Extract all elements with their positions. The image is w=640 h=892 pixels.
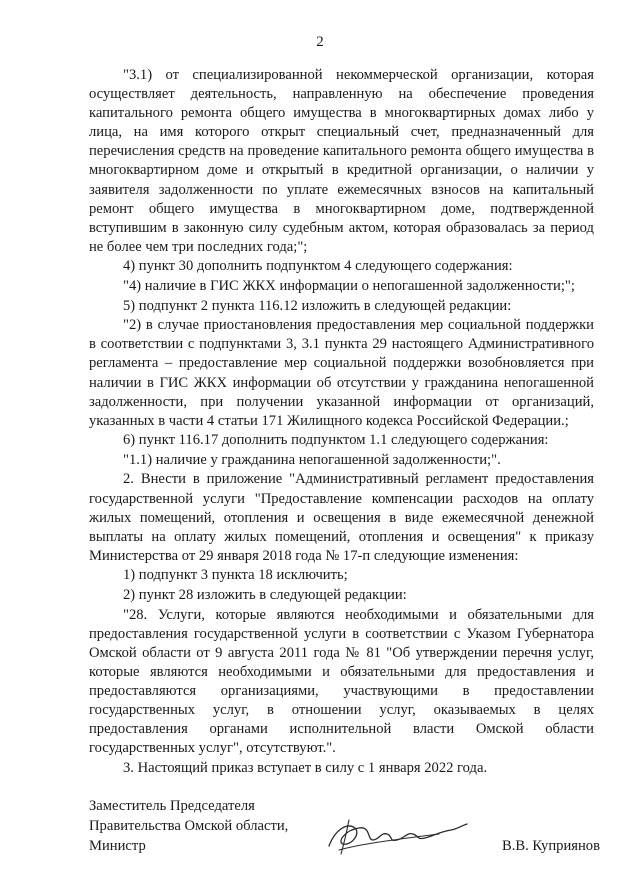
paragraph-item-1: 1) подпункт 3 пункта 18 исключить; [123,567,348,584]
document-body [89,66,594,778]
paragraph-section-2: 2. Внести в приложение "Административный регламент предоставления государственной услуги "Предоставление компенсации расходов на оплату жилых помещений, отопления и освещения в виде ежемесячной денежной выплаты на оплату жилых помещений, отопления и освещения" к приказу Министерства от 29 января 2018 года № 17-п следующие изменения: [89,471,594,564]
paragraph-quote-28: "28. Услуги, которые являются необходимыми и обязательными для предоставления государственной услуги в соответствии с Указом Губернатора Омской области от 9 августа 2011 года № 81 "Об утверждении перечня услуг, которые являются необходимыми и обязательными для предоставления и предоставляются организациями, участвующими в предоставлении государственных услуг, в отношении услуг, оказываемых в целях предоставления органами исполнительной власти Омской области государственных услуг", отсутствуют.". [89,606,594,757]
handwritten-signature [321,810,471,860]
page-number: 2 [316,34,324,50]
signatory-title-line-2: Правительства Омской области, [89,818,289,834]
paragraph-quote-1-1: "1.1) наличие у гражданина непогашенной задолженности;". [123,451,501,468]
paragraph-item-6: 6) пункт 116.17 дополнить подпунктом 1.1 следующего содержания: [123,432,549,449]
signatory-name: В.В. Куприянов [502,838,600,854]
signatory-title [89,796,288,856]
paragraph-3-1: "3.1) от специализированной некоммерческой организации, которая осуществляет деятельность, направленную на обеспечение проведения капитального ремонта общего имущества в многоквартирных домах либо у лица, на имя которого открыт специальный счет, предназначенный для перечисления средств на проведение капитального ремонта общего имущества в многоквартирном доме и открытый в кредитной организации, о наличии у заявителя задолженности по уплате ежемесячных взносов на капитальный ремонт общего имущества в многоквартирном доме, подтвержденной вступившим в законную силу судебным актом, которая образовалась за период не более чем три последних года;"; [89,67,594,255]
paragraph-item-4: 4) пункт 30 дополнить подпунктом 4 следующего содержания: [123,258,513,275]
signatory-title-line-1: Заместитель Председателя [89,798,255,814]
paragraph-item-2: 2) пункт 28 изложить в следующей редакции: [123,587,407,604]
signatory-title-line-3: Министр [89,838,146,854]
paragraph-section-3: 3. Настоящий приказ вступает в силу с 1 января 2022 года. [123,759,488,776]
paragraph-item-5: 5) подпункт 2 пункта 116.12 изложить в следующей редакции: [123,297,512,314]
paragraph-quote-2: "2) в случае приостановления предоставления мер социальной поддержки в соответствии с подпунктами 3, 3.1 пункта 29 настоящего Административного регламента – предоставление мер социальной поддержки возобновляется при наличии в ГИС ЖКХ информации об отсутствии у гражданина непогашенной задолженности, при получении указанной информации от организаций, указанных в части 4 статьи 171 Жилищного кодекса Российской Федерации.; [89,317,594,429]
paragraph-quote-4: "4) наличие в ГИС ЖКХ информации о непогашенной задолженности;"; [123,278,575,295]
